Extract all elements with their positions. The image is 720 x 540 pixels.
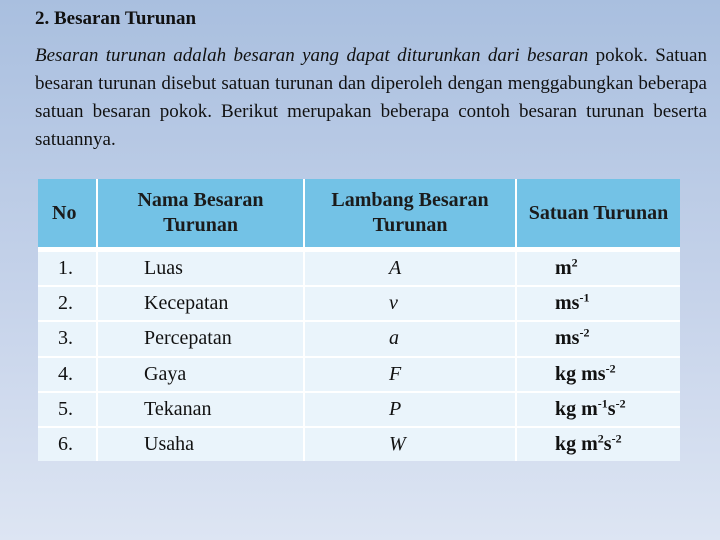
unit-base: ms xyxy=(555,327,580,350)
quantity-symbol: P xyxy=(305,393,517,428)
quantity-name: Kecepatan xyxy=(98,287,305,322)
unit-exponent: 2 xyxy=(597,431,604,446)
table-row xyxy=(38,252,680,287)
header-no: No xyxy=(38,179,98,252)
unit-exponent: -2 xyxy=(615,396,626,411)
paragraph-explanation: pokok. Satuan besaran turunan disebut satuan turunan dan diperoleh dengan menggabungkan beberapa satuan besaran pokok. Berikut merupakan beberapa contoh besaran turunan beserta satuannya. xyxy=(35,45,707,150)
header-unit: Satuan Turunan xyxy=(517,179,680,252)
quantity-name: Tekanan xyxy=(98,393,305,428)
row-number: 4. xyxy=(38,358,98,393)
unit-base: kg m xyxy=(555,397,598,420)
paragraph-definition: Besaran turunan adalah besaran yang dapat diturunkan dari besaran xyxy=(35,45,589,66)
unit-exponent: 2 xyxy=(571,255,578,270)
quantity-symbol: v xyxy=(305,287,517,322)
quantity-name: Usaha xyxy=(98,428,305,461)
table-row xyxy=(38,358,680,393)
table-row xyxy=(38,287,680,322)
unit-base: s xyxy=(603,432,612,455)
unit-base: m xyxy=(555,257,572,280)
quantity-unit xyxy=(517,428,680,461)
table-header-row xyxy=(38,179,680,252)
derived-quantities-table xyxy=(38,179,680,461)
quantity-symbol: W xyxy=(305,428,517,461)
table-row xyxy=(38,428,680,461)
quantity-name: Luas xyxy=(98,252,305,287)
unit-exponent: -2 xyxy=(611,431,622,446)
unit-exponent: -2 xyxy=(579,325,590,340)
unit-base: kg m xyxy=(555,432,598,455)
unit-exponent: -1 xyxy=(579,290,590,305)
unit-exponent: -1 xyxy=(597,396,608,411)
quantity-name: Gaya xyxy=(98,358,305,393)
quantity-symbol: F xyxy=(305,358,517,393)
quantity-unit xyxy=(517,322,680,357)
quantity-name: Percepatan xyxy=(98,322,305,357)
header-symbol: Lambang Besaran Turunan xyxy=(305,179,517,252)
row-number: 6. xyxy=(38,428,98,461)
intro-paragraph xyxy=(35,42,707,154)
unit-base: ms xyxy=(555,292,580,315)
quantity-symbol: A xyxy=(305,252,517,287)
unit-exponent: -2 xyxy=(605,360,616,375)
section-heading: 2. Besaran Turunan xyxy=(35,8,197,29)
quantity-unit xyxy=(517,393,680,428)
quantity-unit xyxy=(517,287,680,322)
quantity-unit xyxy=(517,252,680,287)
quantities-table-container xyxy=(38,179,680,461)
row-number: 5. xyxy=(38,393,98,428)
quantity-unit xyxy=(517,358,680,393)
unit-base: kg ms xyxy=(555,362,606,385)
row-number: 3. xyxy=(38,322,98,357)
quantity-symbol: a xyxy=(305,322,517,357)
table-row xyxy=(38,393,680,428)
row-number: 1. xyxy=(38,252,98,287)
unit-base: s xyxy=(607,397,616,420)
table-row xyxy=(38,322,680,357)
header-name: Nama Besaran Turunan xyxy=(98,179,305,252)
row-number: 2. xyxy=(38,287,98,322)
